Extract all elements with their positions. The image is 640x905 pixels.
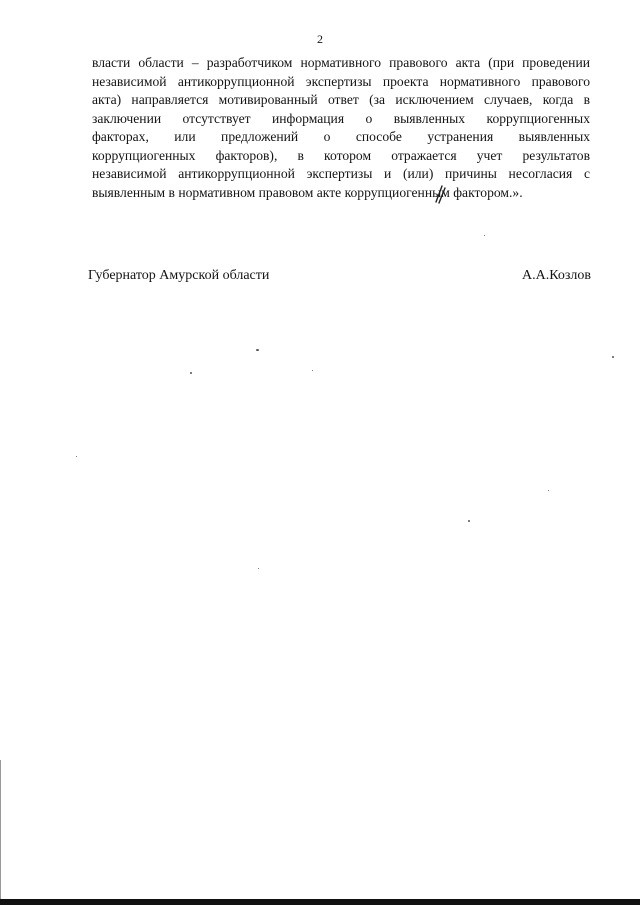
body-line: власти области – разработчиком нормативного правового акта (при проведении bbox=[92, 55, 590, 70]
scan-edge-left bbox=[0, 760, 1, 900]
scan-speck bbox=[76, 456, 77, 457]
body-line: факторах, или предложений о способе устранения выявленных bbox=[92, 129, 590, 144]
signatory-position: Губернатор Амурской области bbox=[88, 268, 270, 283]
signatory-name: А.А.Козлов bbox=[522, 268, 591, 283]
body-line: коррупциогенных факторов), в котором отражается учет результатов bbox=[92, 147, 590, 163]
scan-speck bbox=[312, 370, 313, 371]
scan-speck bbox=[468, 520, 470, 522]
body-line: акта) направляется мотивированный ответ (за исключением случаев, когда в bbox=[92, 92, 590, 107]
scan-speck bbox=[548, 490, 549, 491]
scan-speck bbox=[612, 356, 614, 358]
body-line: независимой антикоррупционной экспертизы проекта нормативного правового bbox=[92, 73, 590, 89]
scan-speck bbox=[256, 349, 259, 351]
scan-speck bbox=[190, 372, 192, 374]
scan-speck bbox=[258, 568, 259, 569]
signature-block bbox=[88, 268, 591, 284]
body-paragraph bbox=[92, 54, 590, 202]
scan-edge-bottom bbox=[0, 899, 640, 905]
body-line: заключении отсутствует информация о выявленных коррупциогенных bbox=[92, 110, 590, 126]
body-line: выявленным в нормативном правовом акте коррупциогенным фактором.». bbox=[92, 184, 523, 200]
page-number: 2 bbox=[317, 32, 323, 46]
handwritten-mark-icon bbox=[433, 184, 447, 204]
scan-speck bbox=[484, 235, 485, 236]
body-line: независимой антикоррупционной экспертизы и (или) причины несогласия с bbox=[92, 166, 590, 181]
